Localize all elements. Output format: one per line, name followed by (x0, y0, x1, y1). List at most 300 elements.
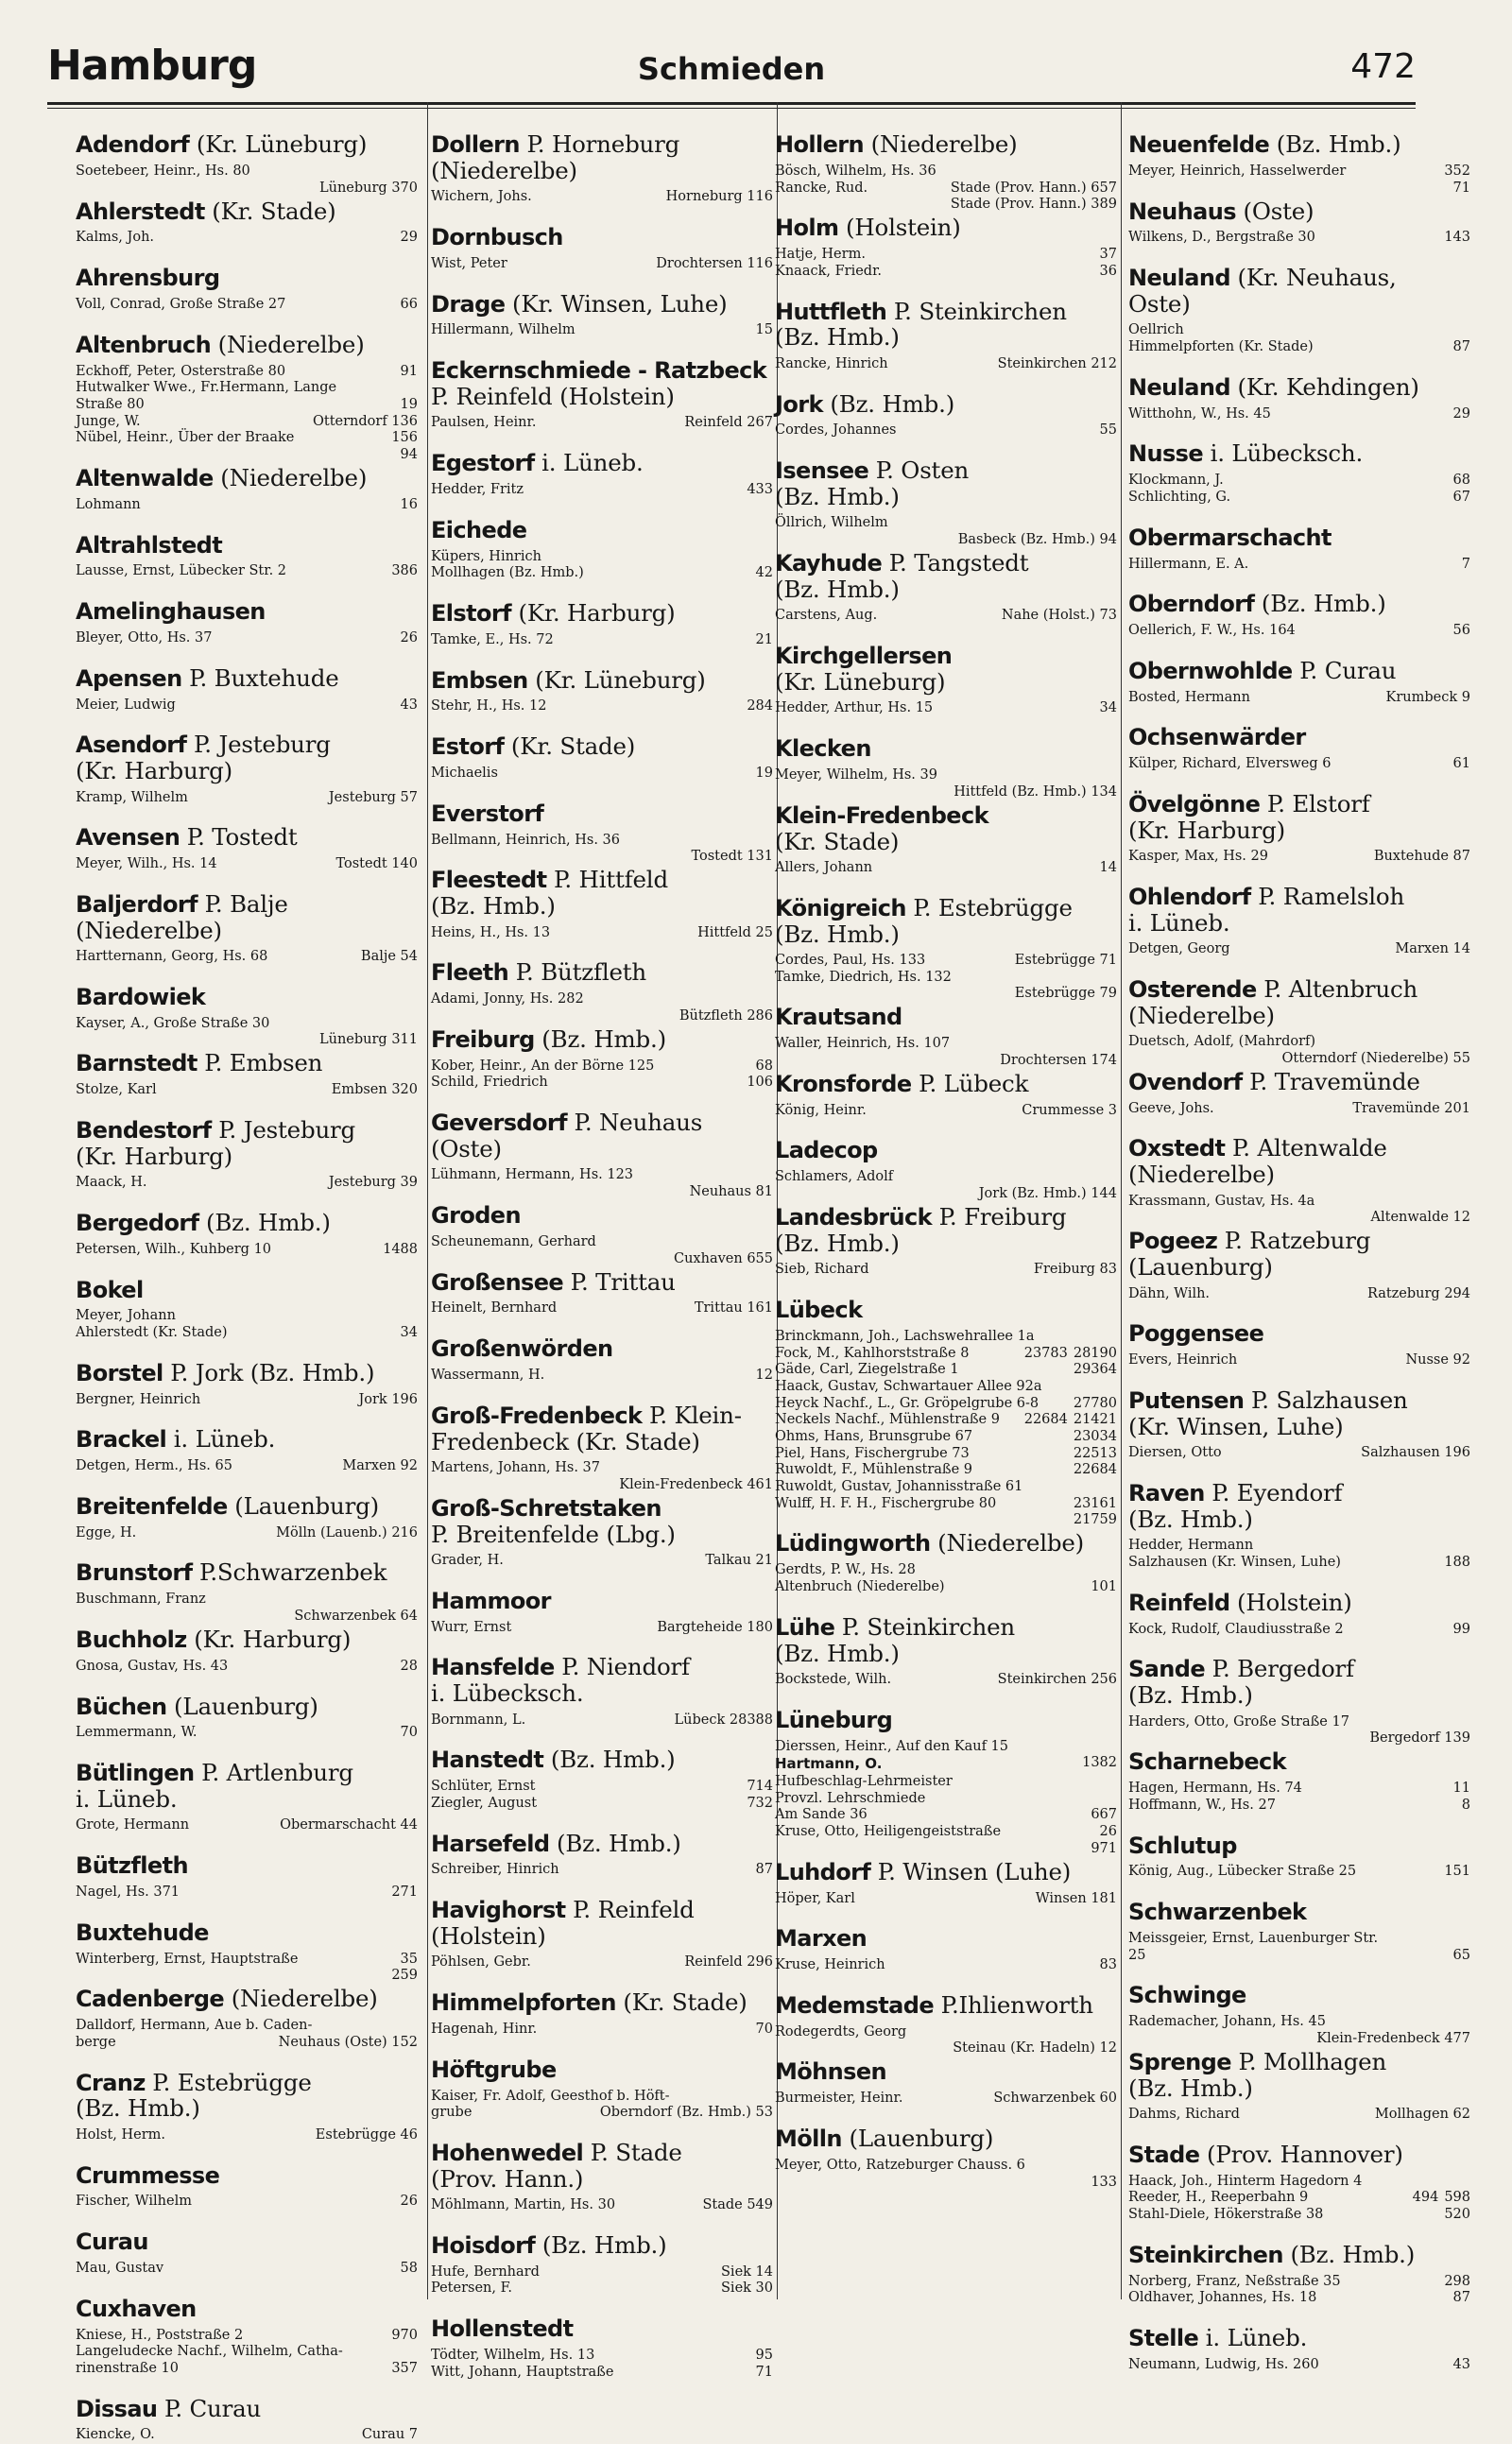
listing-name: Diersen, Otto (1128, 1445, 1222, 1461)
listing-value: 94 (400, 447, 418, 462)
place-heading (775, 2058, 1119, 2085)
place-heading (1128, 1656, 1472, 1708)
header-trade: Schmieden (637, 51, 826, 87)
listing-value: 68 (755, 1058, 773, 1074)
listing-name: Bleyer, Otto, Hs. 37 (76, 630, 213, 645)
listing-name: Detgen, Georg (1128, 941, 1230, 957)
listing-entry (76, 2344, 420, 2361)
listing-name: Adami, Jonny, Hs. 282 (431, 991, 584, 1007)
listing-entry (775, 970, 1119, 987)
listing-entry (775, 2024, 1119, 2041)
listing-entry (431, 1553, 775, 1570)
listing-name: Haack, Gustav, Schwartauer Allee 92a (775, 1378, 1042, 1394)
listing-value: 14 (1099, 859, 1117, 875)
listing-value: 23034 (1073, 1429, 1117, 1444)
listing-name: Stolze, Karl (76, 1082, 157, 1098)
listing-name: Schlichting, G. (1128, 489, 1231, 505)
place-heading (76, 1426, 420, 1453)
listing-value: Stade 549 (702, 2197, 773, 2213)
place-heading (1128, 2049, 1472, 2101)
listing-name: Hutwalker Wwe., Fr.Hermann, Lange (76, 380, 337, 396)
page-number: 472 (1350, 47, 1416, 86)
place-name: Ovendorf (1128, 1068, 1243, 1095)
place-heading (76, 824, 420, 851)
place-heading (775, 1004, 1119, 1030)
listing-name: Witt, Johann, Hauptstraße (431, 2364, 614, 2380)
listing-value: Krumbeck 9 (1385, 689, 1470, 705)
listing-name: Schild, Friedrich (431, 1075, 548, 1091)
listing-value: 29 (400, 230, 418, 246)
place-name: Jork (775, 390, 823, 418)
place-detail: P. Salzhausen (Kr. Winsen, Luhe) (1128, 1386, 1408, 1440)
place-name: Eckernschmiede - Ratzbeck (431, 357, 767, 385)
listing-entry (1128, 1781, 1472, 1798)
place-heading (76, 1626, 420, 1653)
listing-value: 19 (400, 396, 418, 412)
listing-entry (775, 264, 1119, 281)
place-heading (1128, 265, 1472, 317)
listing-name: Kasper, Max, Hs. 29 (1128, 849, 1268, 865)
listing-entry (775, 1446, 1119, 1463)
place-name: Königreich (775, 894, 906, 921)
listing-value: 95 (755, 2348, 773, 2363)
place-heading (775, 457, 1119, 509)
place-heading (431, 1747, 775, 1773)
listing-name: Eckhoff, Peter, Osterstraße 80 (76, 363, 286, 379)
listing-entry (76, 1392, 420, 1409)
listing-entry (1128, 406, 1472, 423)
listing-entry (1128, 1948, 1472, 1965)
listing-entry (1128, 1101, 1472, 1118)
place-heading (775, 1204, 1119, 1256)
listing-name: Höper, Karl (775, 1890, 855, 1906)
listing-name: Oldhaver, Johannes, Hs. 18 (1128, 2290, 1317, 2306)
place-heading (775, 1859, 1119, 1885)
listing-value: 23783 (1023, 1345, 1068, 1361)
place-heading (775, 550, 1119, 602)
listing-entry (775, 1957, 1119, 1974)
place-heading (431, 517, 775, 543)
listing-name: Petersen, F. (431, 2280, 513, 2297)
place-name: Lüneburg (775, 1706, 893, 1733)
place-detail: P. Ratzeburg (Lauenburg) (1128, 1227, 1371, 1282)
listing-name: Ruwoldt, F., Mühlenstraße 9 (775, 1462, 973, 1478)
listing-entry (775, 2091, 1119, 2108)
place-name: Cranz (76, 2069, 146, 2096)
listing-value: 156 (391, 430, 418, 446)
listing-value: 714 (747, 1779, 773, 1795)
listing-entry (1128, 2357, 1472, 2374)
place-name: Elstorf (431, 599, 511, 627)
place-name: Curau (76, 2229, 148, 2256)
place-detail: (Holstein) (838, 214, 961, 242)
listing-entry (76, 697, 420, 714)
listing-name: 25 (1128, 1947, 1146, 1963)
place-name: Havighorst (431, 1897, 566, 1924)
listing-value: Tostedt 140 (335, 856, 418, 872)
place-heading (1128, 976, 1472, 1028)
listing-entry (76, 1082, 420, 1099)
listing-entry (431, 1058, 775, 1076)
place-name: Cuxhaven (76, 2295, 197, 2322)
place-heading (76, 1050, 420, 1076)
listing-value: 106 (747, 1075, 773, 1091)
listing-name: Heyck Nachf., L., Gr. Gröpelgrube 6-8 (775, 1395, 1040, 1411)
place-name: Brackel (76, 1426, 167, 1454)
listing-name: Michaelis (431, 765, 498, 781)
place-name: Poggensee (1128, 1320, 1264, 1348)
place-name: Bützfleth (76, 1852, 188, 1880)
listing-entry (775, 1755, 1119, 1774)
listing-name: Fischer, Wilhelm (76, 2194, 192, 2210)
listing-name: Nagel, Hs. 371 (76, 1885, 180, 1900)
listing-name: Wurr, Ernst (431, 1619, 512, 1635)
listing-name: Duetsch, Adolf, (Mahrdorf) (1128, 1034, 1316, 1050)
listing-entry (431, 1620, 775, 1637)
listing-name: Hartmann, O. (775, 1755, 883, 1773)
listing-name: Wulff, H. F. H., Fischergrube 80 (775, 1495, 997, 1511)
place-detail: P. Niendorf i. Lübecksch. (431, 1653, 690, 1708)
place-heading (1128, 591, 1472, 617)
listing-name: Krassmann, Gustav, Hs. 4a (1128, 1193, 1315, 1209)
place-detail: P. Artlenburg i. Lüneb. (76, 1759, 353, 1813)
place-name: Kirchgellersen (775, 643, 953, 670)
listing-value: 386 (391, 563, 418, 579)
place-heading (431, 1495, 775, 1547)
place-detail: P. Reinfeld (Holstein) (431, 383, 675, 410)
listing-entry (76, 164, 420, 181)
listing-value: Cuxhaven 655 (674, 1250, 773, 1266)
listing-value: Steinau (Kr. Hadeln) 12 (953, 2040, 1117, 2057)
column-divider (427, 102, 428, 2299)
place-detail: (Kr. Winsen, Luhe) (505, 289, 728, 318)
listing-entry (76, 364, 420, 381)
listing-name: Lohmann (76, 496, 141, 512)
place-heading (775, 2126, 1119, 2152)
listing-value: 259 (391, 1968, 418, 1984)
place-name: Stelle (1128, 2325, 1199, 2352)
place-name: Lüdingworth (775, 1530, 931, 1558)
listing-name: Neumann, Ludwig, Hs. 260 (1128, 2356, 1319, 2372)
place-heading (1128, 1833, 1472, 1859)
place-name: Breitenfelde (76, 1492, 228, 1520)
place-detail: P. Curau (157, 2394, 262, 2422)
place-detail: P. Freiburg (Bz. Hmb.) (775, 1203, 1067, 1257)
listing-name: Bergner, Heinrich (76, 1391, 201, 1407)
place-heading (431, 224, 775, 250)
listing-entry (431, 1460, 775, 1477)
place-detail: P. Lübeck (911, 1069, 1029, 1097)
listing-value: 28190 (1073, 1345, 1117, 1361)
listing-name: Petersen, Wilh., Kuhberg 10 (76, 1241, 272, 1257)
place-name: Huttfleth (775, 298, 887, 325)
listing-value: 21421 (1073, 1412, 1117, 1428)
listing-name: Carstens, Aug. (775, 608, 878, 624)
place-name: Nusse (1128, 440, 1204, 468)
listing-entry (775, 1329, 1119, 1346)
listing-value: Horneburg 116 (665, 189, 773, 205)
listing-name: Hoffmann, W., Hs. 27 (1128, 1797, 1276, 1813)
listing-name: Hillermann, E. A. (1128, 556, 1249, 572)
place-detail: (Niederelbe) (211, 330, 365, 358)
listing-name: Evers, Heinrich (1128, 1352, 1238, 1368)
listing-name: Ohms, Hans, Brunsgrube 67 (775, 1429, 973, 1444)
listing-entry (1128, 1034, 1472, 1051)
listing-entry (76, 2261, 420, 2278)
listing-value: Travemünde 201 (1352, 1100, 1470, 1116)
listing-value: 284 (747, 698, 773, 714)
listing-entry (76, 297, 420, 314)
listing-entry (775, 1562, 1119, 1579)
place-detail: (Bz. Hmb.) (1282, 2240, 1416, 2268)
listing-value: 27780 (1073, 1395, 1117, 1411)
listing-value: 22513 (1073, 1445, 1117, 1461)
listing-name: Gerdts, P. W., Hs. 28 (775, 1562, 916, 1578)
listing-name: Meyer, Heinrich, Hasselwerder (1128, 163, 1347, 179)
listing-value: Estebrügge 46 (315, 2126, 418, 2143)
listing-value: Jork (Bz. Hmb.) 144 (978, 1186, 1117, 1201)
listing-entry (431, 766, 775, 783)
listing-entry (431, 1796, 775, 1813)
place-heading (1128, 1320, 1472, 1347)
listing-value: 87 (755, 1862, 773, 1878)
place-detail: P. Curau (1292, 656, 1397, 684)
place-heading (1128, 2325, 1472, 2351)
listing-name: Detgen, Herm., Hs. 65 (76, 1458, 232, 1474)
place-name: Höftgrube (431, 2056, 557, 2083)
listing-name: Hedder, Arthur, Hs. 15 (775, 700, 934, 716)
listing-entry (775, 247, 1119, 264)
listing-name: Lemmermann, W. (76, 1725, 198, 1741)
listing-name: Geeve, Johs. (1128, 1100, 1214, 1116)
listing-name: Pöhlsen, Gebr. (431, 1954, 531, 1971)
place-detail: (Oste) (1235, 197, 1314, 225)
listing-name: Haack, Joh., Hinterm Hagedorn 4 (1128, 2173, 1363, 2189)
place-detail: (Bz. Hmb.) (1254, 590, 1386, 618)
listing-name: Cordes, Paul, Hs. 133 (775, 952, 926, 968)
place-detail: (Kr. Harburg) (510, 598, 676, 627)
place-name: Hollern (775, 131, 865, 158)
place-heading (431, 291, 775, 318)
place-name: Sprenge (1128, 2048, 1231, 2075)
place-name: Eichede (431, 516, 527, 543)
listing-entry (775, 1672, 1119, 1689)
listing-name: Nübel, Heinr., Über der Braake (76, 430, 295, 446)
listing-name: Dahms, Richard (1128, 2107, 1240, 2123)
place-name: Apensen (76, 664, 182, 692)
place-detail: P. Elstorf (Kr. Harburg) (1128, 789, 1370, 844)
place-name: Freiburg (431, 1025, 535, 1053)
listing-entry (76, 1817, 420, 1834)
place-detail: (Bz. Hmb.) (198, 1208, 331, 1236)
place-heading (1128, 1228, 1472, 1280)
listing-name: Mau, Gustav (76, 2260, 164, 2276)
column-4 (1128, 113, 1472, 2372)
place-detail: (Kr. Stade) (775, 827, 900, 855)
listing-entry (1128, 1445, 1472, 1462)
place-name: Övelgönne (1128, 790, 1261, 818)
place-detail: i. Lüneb. (534, 449, 644, 477)
listing-entry (431, 1167, 775, 1184)
place-heading (1128, 1480, 1472, 1532)
listing-name: Dähn, Wilh. (1128, 1285, 1211, 1301)
listing-value: 12 (755, 1368, 773, 1383)
listing-value: 58 (400, 2260, 418, 2276)
listing-entry (775, 1169, 1119, 1186)
listing-value: 357 (391, 2360, 418, 2376)
place-name: Neuland (1128, 373, 1230, 401)
listing-name: Bellmann, Heinrich, Hs. 36 (431, 832, 621, 848)
listing-value: Lüneburg 370 (318, 180, 418, 196)
listing-value: Bargteheide 180 (657, 1619, 773, 1635)
place-name: Altrahlstedt (76, 531, 223, 559)
listing-name: Grader, H. (431, 1553, 504, 1568)
listing-value: 151 (1444, 1864, 1470, 1880)
place-heading (1128, 131, 1472, 158)
listing-name: Hufbeschlag-Lehrmeister (775, 1773, 953, 1789)
listing-name: Külper, Richard, Elversweg 6 (1128, 756, 1332, 772)
place-heading (431, 667, 775, 694)
place-detail: P.Ihlienworth (934, 1990, 1093, 2019)
listing-name: Hartternann, Georg, Hs. 68 (76, 949, 268, 965)
place-name: Groß-Schretstaken (431, 1494, 662, 1522)
listing-value: Bützfleth 286 (679, 1007, 773, 1024)
listing-name: Möhlmann, Martin, Hs. 30 (431, 2197, 616, 2213)
listing-entry (76, 1325, 420, 1342)
place-name: Drage (431, 290, 506, 318)
place-name: Baljerdorf (76, 890, 198, 918)
place-heading (76, 1360, 420, 1386)
listing-name: Rodegerdts, Georg (775, 2023, 907, 2040)
place-name: Dollern (431, 131, 520, 158)
place-heading (775, 299, 1119, 351)
listing-value: 99 (1452, 1621, 1470, 1637)
listing-name: Reeder, H., Reeperbahn 9 (1128, 2190, 1309, 2206)
listing-entry (1128, 849, 1472, 866)
listing-value: 56 (1452, 623, 1470, 639)
place-name: Neuland (1128, 265, 1230, 292)
listing-value: Crummesse 3 (1022, 1102, 1117, 1118)
place-detail: P. Mollhagen (Bz. Hmb.) (1128, 2047, 1387, 2102)
listing-entry (431, 1075, 775, 1092)
listing-name: Meyer, Wilhelm, Hs. 39 (775, 766, 937, 783)
place-name: Hansfelde (431, 1654, 555, 1681)
place-name: Fleeth (431, 959, 509, 987)
place-name: Ladecop (775, 1137, 878, 1164)
listing-entry (76, 1885, 420, 1902)
listing-name: Bockstede, Wilh. (775, 1672, 892, 1687)
listing-value: 91 (400, 363, 418, 379)
listing-value: 19 (755, 765, 773, 781)
listing-name: Hedder, Hermann (1128, 1538, 1254, 1554)
listing-value: 15 (755, 322, 773, 338)
listing-entry (76, 2018, 420, 2035)
listing-name: Junge, W. (76, 413, 141, 429)
place-heading (775, 215, 1119, 241)
listing-name: Kruse, Otto, Heiligengeiststraße (775, 1824, 1002, 1839)
listing-entry (775, 1362, 1119, 1379)
place-heading (431, 600, 775, 627)
place-detail: P. Breitenfelde (Lbg.) (431, 1520, 676, 1548)
listing-name: Allers, Johann (775, 859, 873, 875)
place-name: Adendorf (76, 131, 190, 158)
place-name: Cadenberge (76, 1986, 225, 2013)
listing-name: Provzl. Lehrschmiede (775, 1790, 926, 1806)
listing-name: Stahl-Diele, Hökerstraße 38 (1128, 2207, 1324, 2223)
place-detail: (Bz. Hmb.) (549, 1829, 681, 1857)
place-name: Groden (431, 1202, 521, 1229)
place-name: Büchen (76, 1693, 167, 1720)
listing-value: 34 (400, 1325, 418, 1341)
place-name: Bardowiek (76, 983, 206, 1010)
listing-entry (775, 1103, 1119, 1120)
listing-value: Oberndorf (Bz. Hmb.) 53 (599, 2105, 773, 2121)
place-heading (76, 131, 420, 158)
header-region: Hamburg (47, 42, 257, 90)
listing-entry (775, 356, 1119, 373)
listing-name: Lausse, Ernst, Lübecker Str. 2 (76, 563, 287, 579)
listing-name: Himmelpforten (Kr. Stade) (1128, 339, 1314, 355)
listing-value: 22684 (1073, 1462, 1117, 1478)
listing-entry (76, 1525, 420, 1542)
listing-value: 352 (1444, 163, 1470, 179)
listing-entry (775, 1036, 1119, 1053)
listing-value: 71 (1452, 180, 1470, 196)
listing-name: Burmeister, Heinr. (775, 2091, 903, 2107)
listing-entry (76, 563, 420, 580)
listing-value: 70 (755, 2021, 773, 2037)
place-detail: (Holstein) (1229, 1588, 1352, 1616)
place-heading (775, 1137, 1119, 1163)
listing-entry (76, 397, 420, 414)
place-name: Hohenwedel (431, 2139, 584, 2166)
place-detail: (Bz. Hmb.) (822, 389, 955, 418)
listing-entry (775, 2158, 1119, 2175)
listing-entry (431, 1954, 775, 1971)
place-name: Estorf (431, 733, 505, 761)
listing-name: Wist, Peter (431, 255, 507, 271)
place-name: Medemstade (775, 1991, 935, 2019)
place-heading (431, 2232, 775, 2259)
place-name: Oberndorf (1128, 591, 1255, 618)
place-name: Klecken (775, 735, 871, 763)
place-detail: (Kr. Stade) (504, 732, 636, 761)
listing-value: 87 (1452, 2290, 1470, 2306)
listing-entry (431, 482, 775, 499)
listing-value: 42 (755, 565, 773, 581)
place-heading (76, 731, 420, 783)
listing-value: 667 (1091, 1807, 1117, 1823)
listing-value: Schwarzenbek 64 (294, 1609, 418, 1624)
listing-entry (775, 1479, 1119, 1496)
place-heading (76, 984, 420, 1010)
listing-value: 271 (391, 1885, 418, 1900)
listing-name: Straße 80 (76, 396, 145, 412)
place-heading (775, 1925, 1119, 1952)
listing-value: 1488 (383, 1241, 418, 1257)
place-heading (1128, 1982, 1472, 2008)
listing-entry (1128, 2290, 1472, 2307)
listing-value: Neuhaus 81 (689, 1184, 773, 1199)
listing-value: 68 (1452, 473, 1470, 489)
listing-value: Estebrügge 79 (1014, 986, 1117, 1002)
column-1 (76, 113, 420, 2443)
listing-entry (76, 2127, 420, 2144)
place-name: Luhdorf (775, 1858, 871, 1885)
listing-entry (431, 565, 775, 582)
listing-name: Dalldorf, Hermann, Aue b. Caden- (76, 2018, 313, 2034)
listing-value: Klein-Fredenbeck 477 (1316, 2030, 1470, 2046)
